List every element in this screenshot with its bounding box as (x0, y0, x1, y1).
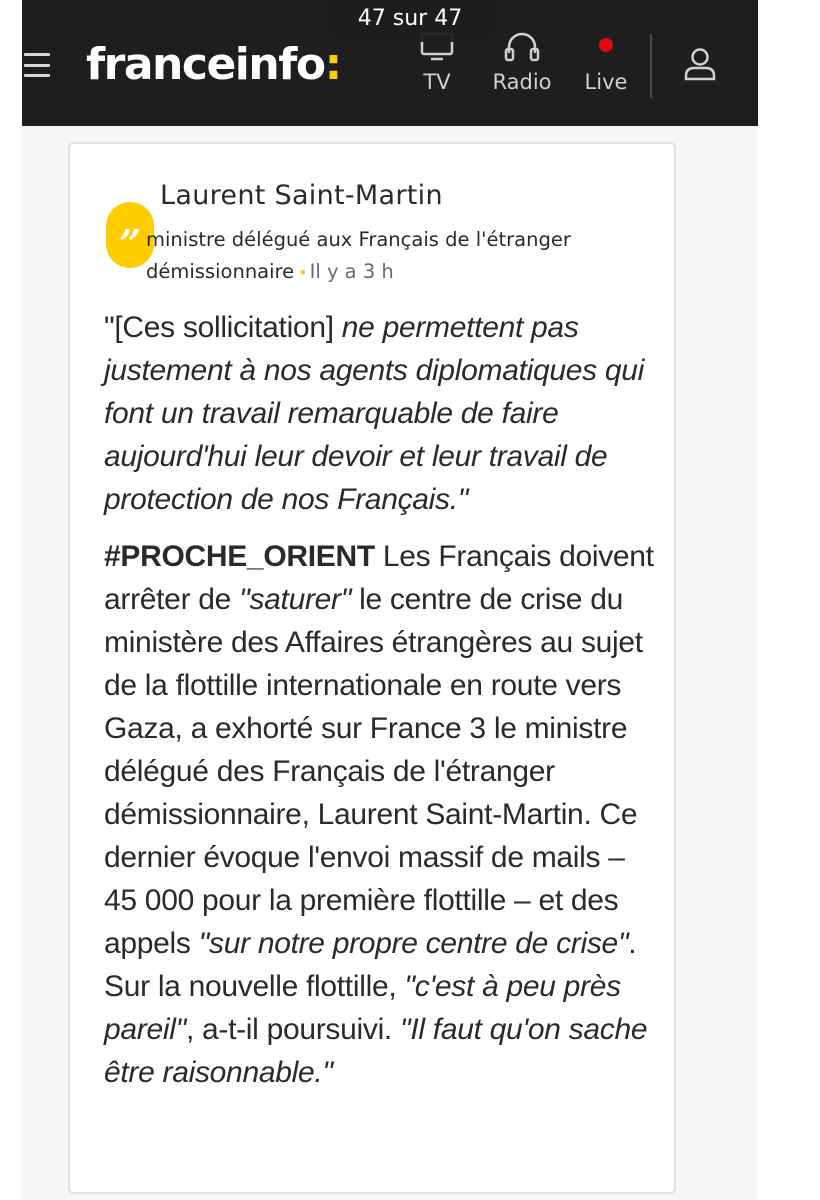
logo-colon: : (324, 39, 341, 90)
nav-tv-label: TV (423, 70, 451, 94)
hashtag[interactable]: #PROCHE_ORIENT (104, 540, 375, 573)
live-post-card (68, 142, 676, 1194)
menu-icon[interactable] (24, 53, 50, 77)
franceinfo-logo[interactable] (86, 40, 341, 90)
author-meta (146, 224, 576, 289)
nav-live-label: Live (584, 70, 628, 94)
page-counter: 47 sur 47 (328, 0, 492, 42)
body-italic-3: "c'est à peu près pareil" (104, 970, 621, 1046)
user-icon[interactable] (682, 46, 718, 82)
nav-live[interactable] (576, 30, 636, 94)
right-margin (758, 0, 820, 1200)
body-text-3: . Sur la nouvelle flottille, (104, 927, 637, 1003)
headphones-icon (484, 30, 560, 64)
body-italic-1: "saturer" (239, 583, 352, 616)
quote-icon: ” (106, 202, 154, 268)
body-italic-4: "Il faut qu'on sache être raisonnable." (104, 1013, 648, 1089)
body-text-4: , a-t-il poursuivi. (185, 1013, 392, 1046)
header-divider (650, 34, 652, 98)
body-text-1: Les Français doivent arrêter de (104, 540, 654, 616)
logo-text: franceinfo (86, 39, 325, 90)
quote-open: "[Ces sollicitation] (104, 311, 334, 344)
author-name: Laurent Saint-Martin (160, 180, 443, 211)
quote-paragraph (104, 306, 664, 521)
quote-italic: ne permettent pas justement à nos agents diplomatiques qui font un travail remarquable de faire aujourd'hui leur devoir et leur travail de protection de nos Français." (104, 311, 645, 516)
live-dot-icon (599, 38, 613, 52)
nav-radio[interactable] (484, 30, 560, 94)
post-time: Il y a 3 h (309, 260, 394, 283)
author-role: ministre délégué aux Français de l'étranger démissionnaire (146, 228, 571, 283)
body-italic-2: "sur notre propre centre de crise" (198, 927, 629, 960)
article-paragraph (104, 535, 664, 1094)
post-body (104, 306, 664, 1094)
meta-separator: • (298, 263, 308, 282)
body-text-2: le centre de crise du ministère des Affaires étrangères au sujet de la flottille internationale en route vers Gaza, a exhorté sur France 3 le ministre délégué des Français de l'étranger démissionnaire, Laurent Saint-Martin. Ce dernier évoque l'envoi massif de mails – 45 000 pour la première flottille – et des appels (104, 583, 643, 960)
nav-radio-label: Radio (492, 70, 552, 94)
